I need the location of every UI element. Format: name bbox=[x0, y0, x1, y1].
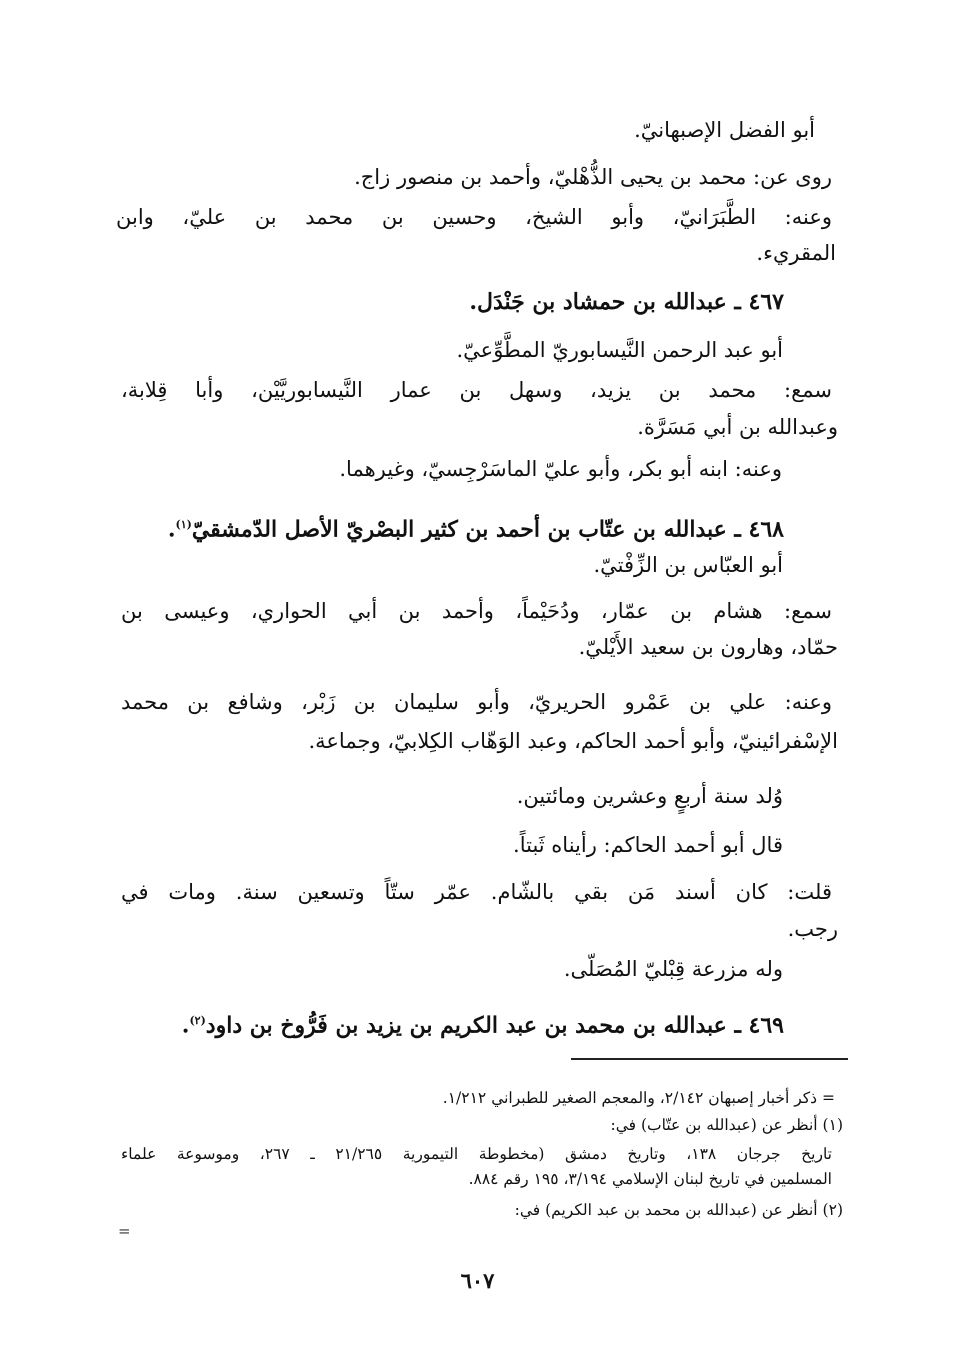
text-line: وله مزرعة قِبْليّ المُصَلّى. bbox=[563, 957, 783, 981]
text-line: المقريء. bbox=[756, 241, 836, 265]
text-line: حمّاد، وهارون بن سعيد الأَيْليّ. bbox=[578, 635, 838, 659]
heading-text: ٤٦٨ ـ عبدالله بن عتّاب بن أحمد بن كثير البصْريّ الأصل الدّمشقيّ bbox=[191, 516, 784, 543]
footnote-label: (١) bbox=[822, 1116, 843, 1134]
continues-mark: = bbox=[118, 1222, 131, 1240]
text-line: رجب. bbox=[787, 917, 838, 941]
footnote-marker: (١) bbox=[175, 518, 192, 531]
text-line: وعنه: علي بن عَمْرو الحريريّ، وأبو سليمان بن زَبْر، وشافع بن محمد bbox=[121, 690, 832, 714]
text-line: قال أبو أحمد الحاكم: رأيناه ثَبتاً. bbox=[513, 833, 783, 857]
footnote-text: أنظر عن (عبدالله بن عتّاب) في: bbox=[610, 1116, 818, 1134]
footnote-2 bbox=[515, 1198, 843, 1222]
page-number: ٦٠٧ bbox=[460, 1268, 495, 1293]
text-line: سمع: هشام بن عمّار، ودُحَيْماً، وأحمد بن أبي الحواري، وعيسى بن bbox=[121, 599, 832, 623]
text-line: وُلد سنة أربعٍ وعشرين ومائتين. bbox=[516, 784, 783, 808]
text-line: الإسْفرائينيّ، وأبو أحمد الحاكم، وعبد الوَهّاب الكِلابيّ، وجماعة. bbox=[308, 729, 838, 753]
heading-end: . bbox=[181, 1012, 190, 1039]
heading-end: . bbox=[167, 516, 176, 543]
entry-heading bbox=[168, 508, 784, 546]
text-line: أبو الفضل الإصبهانيّ. bbox=[634, 118, 815, 142]
text-line: أبو عبد الرحمن النَّيسابوريّ المطَّوِّعيّ. bbox=[456, 338, 783, 362]
footnote-line: المسلمين في تاريخ لبنان الإسلامي ٣/١٩٤، ١٩٥ رقم ٨٨٤. bbox=[468, 1170, 832, 1188]
entry-heading: ٤٦٧ ـ عبدالله بن حمشاد بن جَنْدَل. bbox=[469, 289, 784, 315]
footnote-label: (٢) bbox=[822, 1201, 843, 1219]
text-line: روى عن: محمد بن يحيى الذُّهْليّ، وأحمد بن منصور زاج. bbox=[354, 165, 832, 189]
text-line: وعنه: ابنه أبو بكر، وأبو عليّ الماسَرْجِسيّ، وغيرهما. bbox=[339, 457, 782, 481]
footnote-text: أنظر عن (عبدالله بن محمد بن عبد الكريم) في: bbox=[514, 1201, 818, 1219]
footnote-line: تاريخ جرجان ١٣٨، وتاريخ دمشق (مخطوطة التيمورية ٢١/٢٦٥ ـ ٢٦٧، وموسوعة علماء bbox=[121, 1145, 832, 1163]
heading-text: ٤٦٩ ـ عبدالله بن محمد بن عبد الكريم بن يزيد بن فَرُّوخ بن داود bbox=[205, 1012, 784, 1039]
footnote-1 bbox=[611, 1113, 844, 1137]
text-line: وعنه: الطَّبَرَانيّ، وأبو الشيخ، وحسين بن محمد بن عليّ، وابن bbox=[116, 205, 832, 229]
text-line: سمع: محمد بن يزيد، وسهل بن عمار النَّيسابوريَّيْن، وأبا قِلابة، bbox=[121, 378, 832, 402]
footnote-continuation: = ذكر أخبار إصبهان ٢/١٤٢، والمعجم الصغير للطبراني ١/٢١٢. bbox=[442, 1089, 835, 1107]
footnote-marker: (٢) bbox=[189, 1014, 206, 1027]
footnote-divider bbox=[571, 1058, 848, 1060]
text-line: وعبدالله بن أبي مَسَرَّة. bbox=[637, 415, 838, 439]
entry-heading bbox=[182, 1004, 784, 1042]
text-line: قلت: كان أسند مَن بقي بالشّام. عمّر ستّاً وتسعين سنة. ومات في bbox=[121, 880, 832, 904]
text-line: أبو العبّاس بن الزِّفْتيّ. bbox=[593, 553, 783, 577]
